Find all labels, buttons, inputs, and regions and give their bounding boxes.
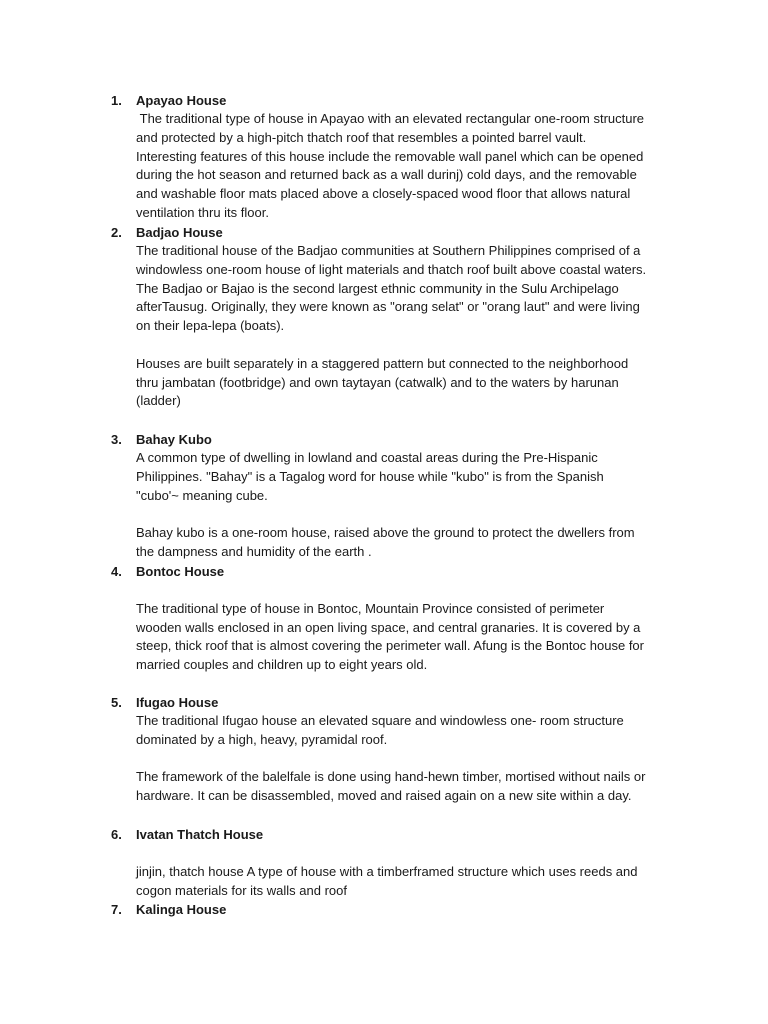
para-line: The traditional type of house in Bontoc, Mountain Province consisted of perimeter [136, 600, 605, 616]
item-title: Bahay Kubo [136, 432, 212, 447]
item-title: Badjao House [136, 225, 223, 240]
para-line: windowless one-room house of light materials and thatch roof built above coastal waters. [136, 261, 647, 277]
item-number: 1. [111, 93, 122, 108]
item-number: 7. [111, 902, 122, 917]
para-line: The traditional type of house in Apayao with an elevated rectangular one-room structure [136, 111, 645, 126]
para-line [136, 505, 696, 524]
para-line: jinjin, thatch house A type of house with a timberframed structure which uses reeds and [136, 863, 638, 879]
para-line: and washable floor mats placed above a closely-spaced wood floor that allows natural [136, 186, 631, 202]
para-line: "cubo'~ meaning cube. [136, 487, 268, 503]
para-line: the dampness and humidity of the earth . [136, 543, 372, 559]
para-line: wooden walls enclosed in an open living space, and central granaries. It is covered by a [136, 619, 641, 635]
item-title: Ifugao House [136, 695, 219, 710]
para-line: on their lepa-lepa (boats). [136, 318, 285, 334]
item-number: 3. [111, 432, 122, 447]
para-line: The framework of the balelfale is done using hand-hewn timber, mortised without nails or [136, 769, 646, 785]
item-number: 6. [111, 827, 122, 842]
para-line: Houses are built separately in a staggered pattern but connected to the neighborhood [136, 355, 629, 371]
para-line: The traditional Ifugao house an elevated square and windowless one- room structure [136, 713, 624, 728]
para-line [136, 336, 696, 355]
item-title: Kalinga House [136, 902, 227, 917]
para-line: A common type of dwelling in lowland and coastal areas during the Pre-Hispanic [136, 450, 598, 465]
item-title: Bontoc House [136, 564, 225, 579]
para-line: Interesting features of this house include the removable wall panel which can be opened [136, 148, 644, 164]
item-number: 5. [111, 695, 122, 710]
para-line: Philippines. "Bahay" is a Tagalog word for house while "kubo" is from the Spanish [136, 468, 604, 484]
item-number: 4. [111, 564, 122, 579]
para-line: The traditional house of the Badjao communities at Southern Philippines comprised of a [136, 243, 641, 258]
para-line [136, 750, 696, 769]
item-title: Ivatan Thatch House [136, 827, 264, 842]
para-line: steep, thick roof that is almost covering the perimeter wall. Afung is the Bontoc house for [136, 638, 644, 654]
para-line: (ladder) [136, 393, 181, 409]
para-line: Bahay kubo is a one-room house, raised above the ground to protect the dwellers from [136, 525, 635, 541]
para-line: thru jambatan (footbridge) and own taytayan (catwalk) and to the waters by harunan [136, 374, 619, 390]
para-line [136, 581, 696, 600]
para-line: married couples and children up to eight years old. [136, 657, 428, 673]
para-line: afterTausug. Originally, they were known as "orang selat" or "orang laut" and were living [136, 299, 640, 315]
para-line: cogon materials for its walls and roof [136, 882, 347, 898]
para-line [136, 844, 696, 863]
item-title: Apayao House [136, 93, 227, 108]
para-line: hardware. It can be disassembled, moved and raised again on a new site within a day. [136, 788, 632, 804]
para-line: ventilation thru its floor. [136, 204, 269, 220]
item-number: 2. [111, 225, 122, 240]
para-line: during the hot season and returned back as a wall durinj) cold days, and the removable [136, 167, 637, 183]
para-line: dominated by a high, heavy, pyramidal roof. [136, 731, 388, 747]
para-line: The Badjao or Bajao is the second largest ethnic community in the Sulu Archipelago [136, 280, 619, 296]
para-line: and protected by a high-pitch thatch roof that resembles a pointed barrel vault. [136, 129, 587, 145]
